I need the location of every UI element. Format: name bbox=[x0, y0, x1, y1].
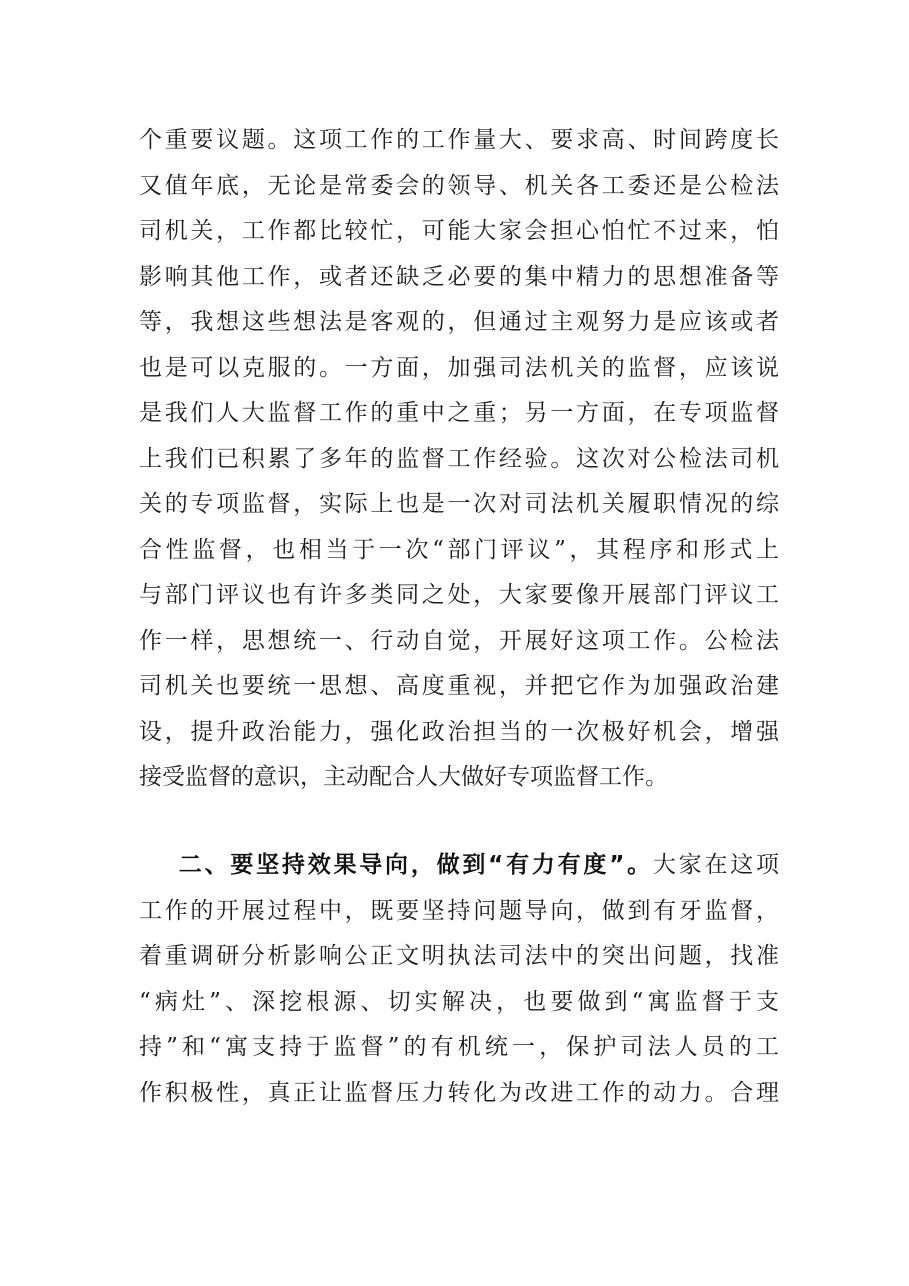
paragraph-line: 也是可以克服的。一方面，加强司法机关的监督，应该说 bbox=[139, 354, 779, 381]
paragraph-line: 等，我想这些想法是客观的，但通过主观努力是应该或者 bbox=[139, 309, 779, 335]
paragraph-text: 大家在这项 bbox=[652, 852, 780, 878]
paragraph-first-line bbox=[139, 843, 779, 889]
paragraph-line: 上我们已积累了多年的监督工作经验。这次对公检法司机 bbox=[139, 445, 779, 472]
paragraph-line: 持”和“寓支持于监督”的有机统一，保护司法人员的工 bbox=[139, 1034, 779, 1060]
paragraph-line: 司机关，工作都比较忙，可能大家会担心怕忙不过来，怕 bbox=[139, 218, 779, 244]
paragraph-line: 设，提升政治能力，强化政治担当的一次极好机会，增强 bbox=[139, 718, 779, 745]
paragraph-1 bbox=[139, 118, 779, 801]
paragraph-2 bbox=[139, 843, 779, 1116]
paragraph-line: 影响其他工作，或者还缺乏必要的集中精力的思想准备等 bbox=[139, 263, 779, 290]
paragraph-line: 着重调研分析影响公正文明执法司法中的突出问题，找准 bbox=[139, 943, 779, 969]
paragraph-line: 与部门评议也有许多类同之处，大家要像开展部门评议工 bbox=[139, 582, 779, 608]
paragraph-line: 司机关也要统一思想、高度重视，并把它作为加强政治建 bbox=[139, 673, 779, 699]
paragraph-line: “病灶”、深挖根源、切实解决，也要做到“寓监督于支 bbox=[139, 988, 779, 1015]
paragraph-line: 个重要议题。这项工作的工作量大、要求高、时间跨度长 bbox=[139, 127, 779, 153]
paragraph-line: 作一样，思想统一、行动自觉，开展好这项工作。公检法 bbox=[139, 627, 779, 654]
section-heading: 二、要坚持效果导向，做到“有力有度”。 bbox=[176, 852, 653, 878]
paragraph-line: 工作的开展过程中，既要坚持问题导向，做到有牙监督， bbox=[139, 897, 779, 924]
paragraph-line: 接受监督的意识，主动配合人大做好专项监督工作。 bbox=[139, 764, 668, 790]
paragraph-line: 合性监督，也相当于一次“部门评议”，其程序和形式上 bbox=[139, 536, 779, 563]
paragraph-line: 是我们人大监督工作的重中之重；另一方面，在专项监督 bbox=[139, 400, 779, 426]
paragraph-line: 作积极性，真正让监督压力转化为改进工作的动力。合理 bbox=[139, 1079, 779, 1106]
paragraph-line: 又值年底，无论是常委会的领导、机关各工委还是公检法 bbox=[139, 172, 779, 199]
paragraph-line: 关的专项监督，实际上也是一次对司法机关履职情况的综 bbox=[139, 491, 779, 517]
